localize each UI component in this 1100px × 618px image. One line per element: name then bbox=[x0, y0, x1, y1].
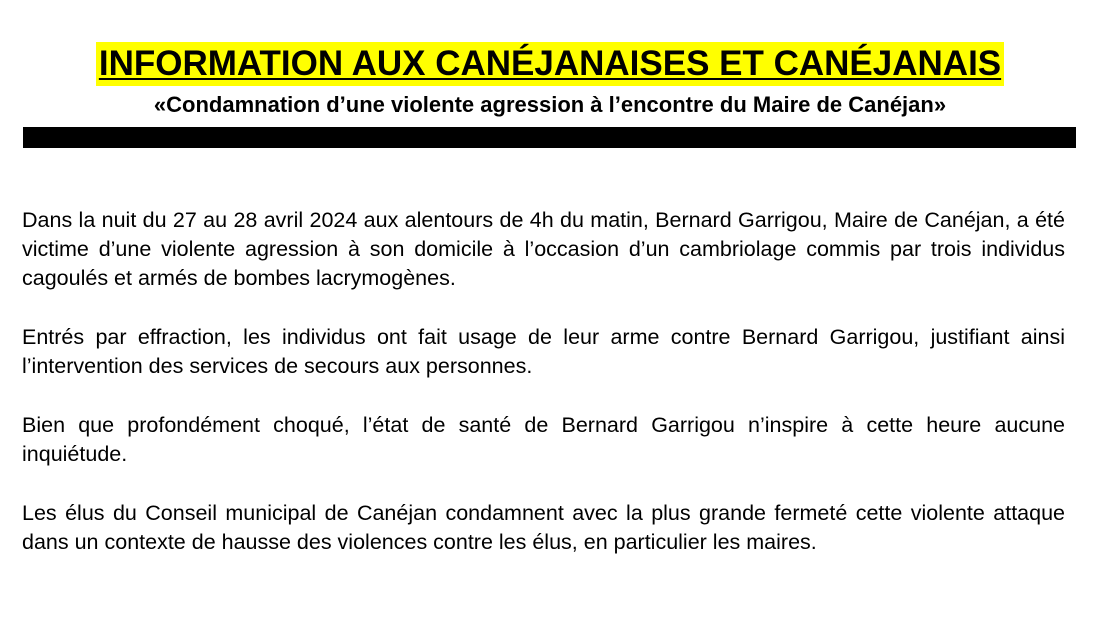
page-subtitle: «Condamnation d’une violente agression à l’encontre du Maire de Canéjan» bbox=[153, 92, 947, 117]
paragraph-3: Bien que profondément choqué, l’état de santé de Bernard Garrigou n’inspire à cette heure aucune inquiétude. bbox=[22, 413, 1065, 466]
page-title: INFORMATION AUX CANÉJANAISES ET CANÉJANAIS bbox=[96, 42, 1004, 86]
document-body bbox=[22, 206, 1065, 587]
paragraph-1: Dans la nuit du 27 au 28 avril 2024 aux alentours de 4h du matin, Bernard Garrigou, Maire de Canéjan, a été victime d’une violente agression à son domicile à l’occasion d’un cambriolage commis par trois individus cagoulés et armés de bombes lacrymogènes. bbox=[22, 208, 1065, 290]
paragraph-2: Entrés par effraction, les individus ont fait usage de leur arme contre Bernard Garrigou, justifiant ainsi l’intervention des services de secours aux personnes. bbox=[22, 325, 1065, 378]
title-container bbox=[0, 42, 1100, 86]
black-divider-bar bbox=[23, 127, 1076, 148]
paragraph-4: Les élus du Conseil municipal de Canéjan condamnent avec la plus grande fermeté cette violente attaque dans un contexte de hausse des violences contre les élus, en particulier les maires. bbox=[22, 501, 1065, 554]
